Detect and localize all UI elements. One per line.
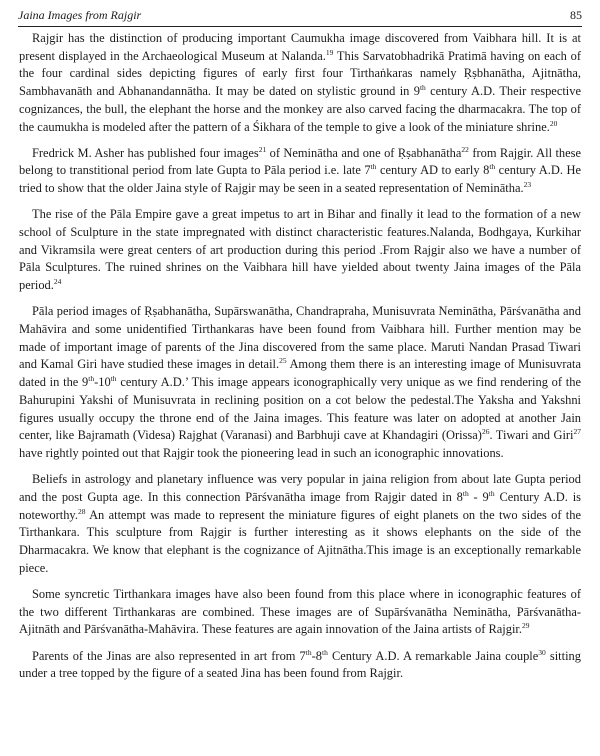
footnote-ref: 26 [481,427,490,437]
body-text [19,30,581,691]
text-run: - 9 [468,489,489,504]
text-run: This Sarvatobhadrikā Pratimā having on each of the four cardinal sides depicting figures of early first four Tirthaṅkaras namely Ṛṣbhanātha, Ajitnātha, Sambhavanāth and Abhanandannātha. It may be dated on stylistic ground in 9 [19,48,581,99]
text-run: . Tiwari and Giri [489,428,574,443]
text-run: sitting under a tree topped by the figure of a seated Jina has been found from Rajgir. [19,648,581,681]
footnote-ref: th [322,647,328,657]
running-title: Jaina Images from Rajgir [18,8,142,22]
text-run: The rise of the Pāla Empire gave a great impetus to art in Bihar and finally it lead to the formation of a new school of Sculpture in the state impregnated with distinct characteristic features.Nalanda, Bodhgaya, Kurkihar and Vikramsila were great centers of art production during this period .From Rajgir also we have a number of Pāla Sculptures. The ruined shrines on the Vaibhara hill have yielded about twenty Jaina images of the Pāla period. [19,207,581,293]
text-run: from Rajgir. All these belong to transtitional period from late Gupta to Pāla period i.e. late 7 [19,145,581,178]
footnote-ref: th [488,488,495,498]
footnote-ref: 25 [279,356,287,366]
text-run: Century A.D. is noteworthy. [19,489,581,522]
text-run: Beliefs in astrology and planetary influence was very popular in jaina religion from about late Gupta period and the post Gupta age. In this connection Pārśvanātha image from Rajgir dated in 8 [19,472,581,504]
text-run: century A.D.’ This image appears iconographically very unique as we find rendering of the Bahurupini Yakshi of Munisuvrata in reclining position on a cot below the pedestal.The Yaksha and Yakshni figures usually occupy the throne end of the Jaina images. This feature was later on adopted at another Jain center, like Bajramath (Videsa) Rajghat (Varanasi) and Barbhuji cave at Khandagiri (Orissa) [19,375,581,443]
text-run: of Neminātha and one of Ṛṣabhanātha [266,145,462,160]
text-run: century A.D. He tried to show that the older Jaina style of Rajgir may be seen in a seated representation of Neminātha. [19,163,581,196]
text-run: Parents of the Jinas are also represented in art from 7 [32,648,306,663]
text-run: Some syncretic Tirthankara images have also been found from this place where in iconographic features of the two different Tirthankaras are combined. These images are of Supārśvanātha Neminātha, Pārśvanātha-Ajitnāth and Pārśvanātha-Mahāvira. These features are again innovation of the Jaina artists of Rajgir. [19,586,581,637]
footnote-ref: 22 [461,144,469,154]
paragraph [19,586,581,639]
footnote-ref: 23 [523,180,532,190]
footnote-ref: 24 [53,277,62,287]
footnote-ref: th [370,162,377,172]
paragraph [19,30,581,136]
footnote-ref: 21 [258,144,267,154]
text-run: -10 [94,375,111,390]
footnote-ref: 20 [549,118,558,128]
running-header [18,6,582,27]
footnote-ref: th [462,488,469,498]
text-run: An attempt was made to represent the miniature figures of eight planets on the two sides of the Tirthankara. This sculpture from Rajgir is further interesting as it shows elephants on the side of the Dharmacakra. We know that elephant is the cognizance of Ajitnātha.This image is an exceptionally remarkable piece. [19,507,581,575]
footnote-ref: th [110,374,117,384]
paragraph [19,303,581,462]
text-run: century AD to early 8 [376,163,490,178]
text-run: Century A.D. A remarkable Jaina couple [327,648,539,663]
footnote-ref: th [489,162,496,172]
footnote-ref: 19 [325,47,334,57]
text-run: Pāla period images of Ṛṣabhanātha, Supārswanātha, Chandrapraha, Munisuvrata Neminātha, Pārśvanātha and Mahāvira and some unidentified Tirthankaras have been found from Vaibhara hill. Further mention may be made of important image of parents of the Jina discovered from the same place. Maruti Nandan Prasad Tiwari and Kamal Giri have studied these images in detail. [19,304,581,372]
footnote-ref: 27 [573,427,581,437]
page-number: 85 [570,8,582,22]
paragraph [19,206,581,295]
footnote-ref: 28 [77,506,86,516]
paragraph [19,145,581,198]
text-run: -8 [311,648,322,663]
footnote-ref: th [305,647,312,657]
text-run: have rightly pointed out that Rajgir took the pioneering lead in such an iconographic innovations. [19,445,504,460]
footnote-ref: th [419,83,426,93]
text-run: Rajgir has the distinction of producing important Caumukha image discovered from Vaibhara hill. It is at present displayed in the Archaeological Museum at Nalanda. [19,31,581,63]
paragraph [19,471,581,577]
text-run: Fredrick M. Asher has published four images [32,145,259,160]
footnote-ref: th [88,374,95,384]
paragraph [19,648,581,683]
text-run: century A.D. Their respective cognizances, the bull, the elephant the horse and the monkey are also carved facing the dharmacakra. The top of the caumukha is modeled after the pattern of a Śikhara of the temple to give a look of the miniature shrine. [19,84,581,134]
footnote-ref: 29 [521,621,530,631]
footnote-ref: 30 [538,647,546,657]
text-run: Among them there is an interesting image of Munisuvrata dated in the 9 [19,357,581,390]
